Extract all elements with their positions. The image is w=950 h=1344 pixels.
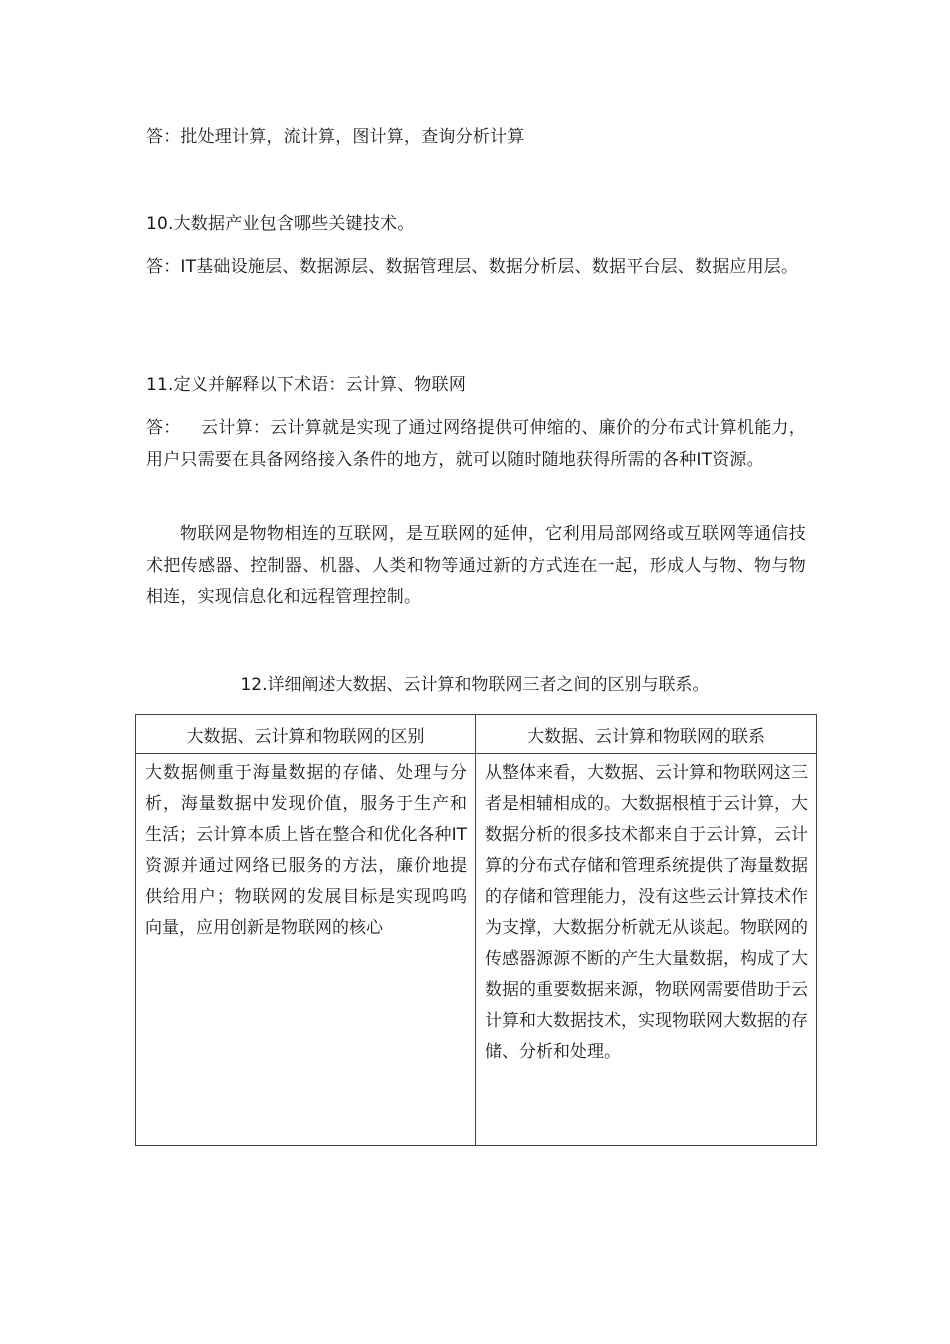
table-header-row — [136, 715, 817, 754]
q11-answer-iot: 物联网是物物相连的互联网，是互联网的延伸，它利用局部网络或互联网等通信技术把传感器、控制器、机器、人类和物等通过新的方式连在一起，形成人与物、物与物相连，实现信息化和远程管理控制。 — [146, 524, 806, 607]
table-cell-difference: 大数据侧重于海量数据的存储、处理与分析，海量数据中发现价值，服务于生产和生活；云计算本质上皆在整合和优化各种IT资源并通过网络已服务的方法，廉价地提供给用户；物联网的发展目标是实现呜呜向量，应用创新是物联网的核心 — [136, 754, 476, 1146]
q12-question: 12.详细阐述大数据、云计算和物联网三者之间的区别与联系。 — [240, 675, 710, 695]
table-header-difference: 大数据、云计算和物联网的区别 — [136, 715, 476, 754]
q10-question: 10.大数据产业包含哪些关键技术。 — [146, 214, 415, 234]
q9-answer: 答：批处理计算，流计算，图计算，查询分析计算 — [146, 127, 525, 147]
q11-question: 11.定义并解释以下术语：云计算、物联网 — [146, 375, 467, 395]
table-row — [136, 754, 817, 1146]
table-header-relation: 大数据、云计算和物联网的联系 — [476, 715, 817, 754]
comparison-table — [135, 714, 817, 1146]
q11-cloud-text: 云计算：云计算就是实现了通过网络提供可伸缩的、廉价的分布式计算机能力，用户只需要在具备网络接入条件的地方，就可以随时随地获得所需的各种IT资源。 — [146, 418, 806, 470]
table-cell-relation: 从整体来看，大数据、云计算和物联网这三者是相辅相成的。大数据根植于云计算，大数据分析的很多技术都来自于云计算，云计算的分布式存储和管理系统提供了海量数据的存储和管理能力，没有这些云计算技术作为支撑，大数据分析就无从谈起。物联网的传感器源源不断的产生大量数据，构成了大数据的重要数据来源，物联网需要借助于云计算和大数据技术，实现物联网大数据的存储、分析和处理。 — [476, 754, 817, 1146]
q11-answer-cloud — [146, 413, 806, 476]
q10-answer: 答：IT基础设施层、数据源层、数据管理层、数据分析层、数据平台层、数据应用层。 — [146, 257, 799, 277]
q11-answer-prefix: 答： — [146, 418, 181, 438]
